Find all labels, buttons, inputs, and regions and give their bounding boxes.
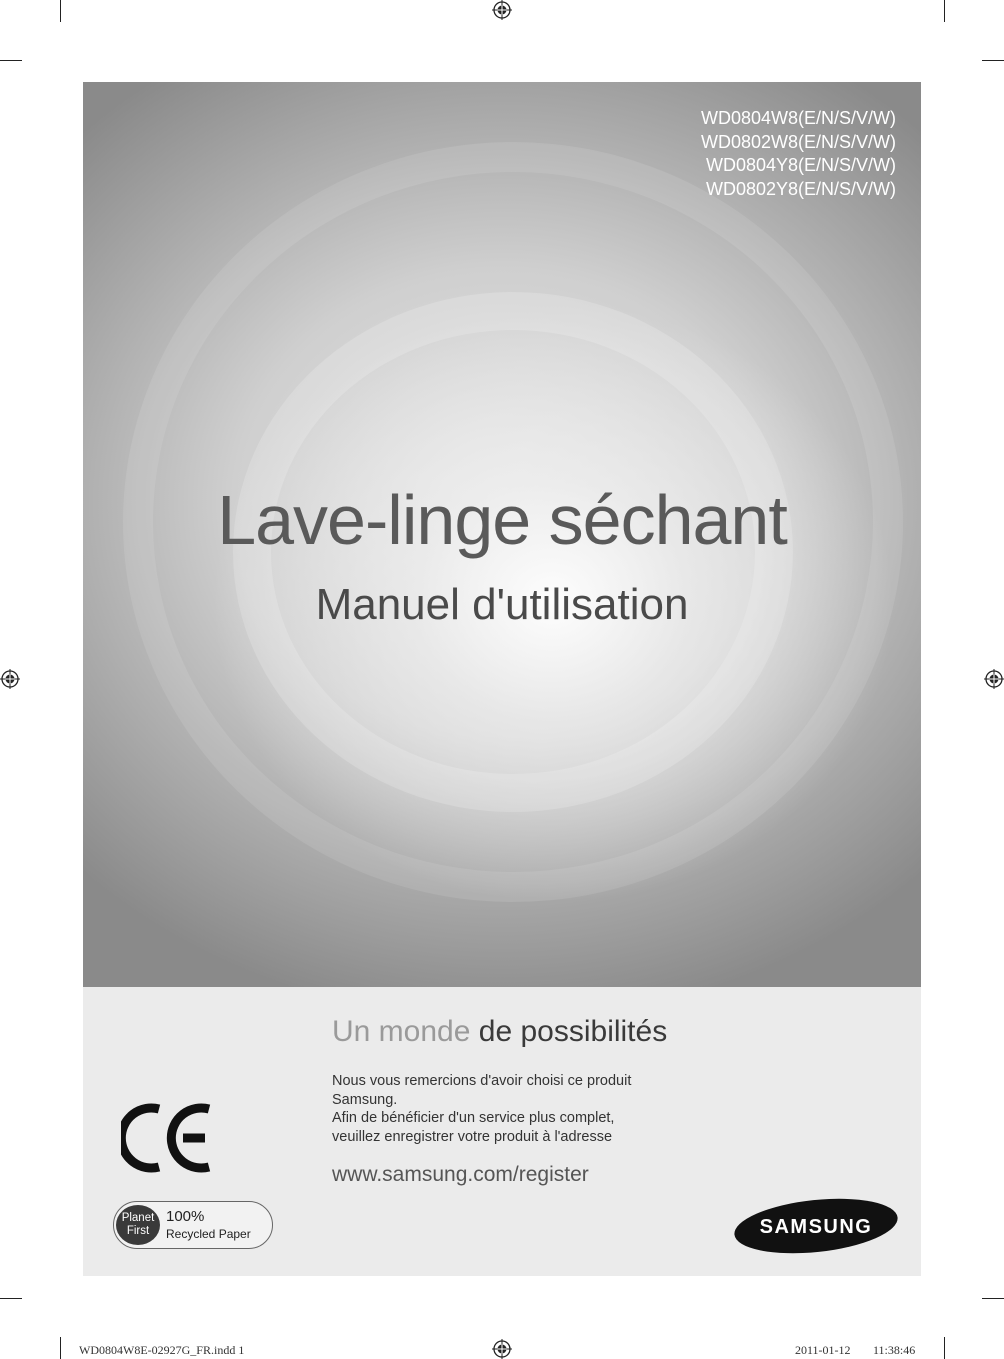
samsung-logo-icon bbox=[733, 1197, 899, 1255]
model-number: WD0802W8(E/N/S/V/W) bbox=[700, 131, 896, 152]
thank-you-line: Afin de bénéficier d'un service plus complet, bbox=[332, 1110, 615, 1127]
crop-mark bbox=[0, 60, 22, 61]
thank-you-line: veuillez enregistrer votre produit à l'adresse bbox=[332, 1128, 613, 1145]
crop-mark bbox=[944, 1337, 945, 1359]
crop-mark bbox=[982, 1298, 1004, 1299]
model-number: WD0802Y8(E/N/S/V/W) bbox=[705, 178, 896, 199]
planet-first-word: Planet bbox=[121, 1212, 155, 1224]
tagline bbox=[332, 1015, 667, 1049]
model-number: WD0804Y8(E/N/S/V/W) bbox=[705, 155, 896, 175]
thank-you-line: Samsung. bbox=[332, 1091, 398, 1108]
ce-mark-icon bbox=[121, 1103, 215, 1173]
tagline-light: Un monde bbox=[332, 1015, 471, 1048]
tagline-dark: de possibilités bbox=[478, 1015, 668, 1048]
document-subtitle: Manuel d'utilisation bbox=[315, 580, 689, 629]
planet-first-word: First bbox=[126, 1225, 150, 1237]
footer-time: 11:38:46 bbox=[873, 1343, 916, 1357]
info-panel bbox=[83, 987, 921, 1276]
planet-first-logo bbox=[116, 1205, 160, 1245]
crop-mark bbox=[60, 1337, 61, 1359]
document-title: Lave-linge séchant bbox=[217, 481, 787, 559]
crop-mark bbox=[0, 1298, 22, 1299]
registration-mark-icon bbox=[0, 669, 20, 689]
cover-panel bbox=[83, 82, 921, 987]
model-list bbox=[701, 107, 896, 201]
register-url[interactable]: www.samsung.com/register bbox=[332, 1163, 589, 1186]
registration-mark-icon bbox=[984, 669, 1004, 689]
footer-date: 2011-01-12 bbox=[795, 1343, 851, 1357]
crop-mark bbox=[944, 0, 945, 22]
crop-mark bbox=[982, 60, 1004, 61]
thank-you-text bbox=[332, 1072, 692, 1146]
registration-mark-icon bbox=[492, 1339, 512, 1359]
recycled-percent: 100% bbox=[166, 1208, 205, 1225]
planet-first-badge bbox=[113, 1201, 273, 1249]
svg-text:SAMSUNG: SAMSUNG bbox=[759, 1216, 873, 1238]
model-number: WD0804W8(E/N/S/V/W) bbox=[700, 108, 896, 128]
thank-you-line: Nous vous remercions d'avoir choisi ce produit bbox=[332, 1073, 632, 1089]
footer-filename: WD0804W8E-02927G_FR.indd 1 bbox=[79, 1343, 245, 1357]
recycled-paper-label: Recycled Paper bbox=[166, 1227, 251, 1241]
crop-mark bbox=[60, 0, 61, 22]
registration-mark-icon bbox=[492, 0, 512, 20]
